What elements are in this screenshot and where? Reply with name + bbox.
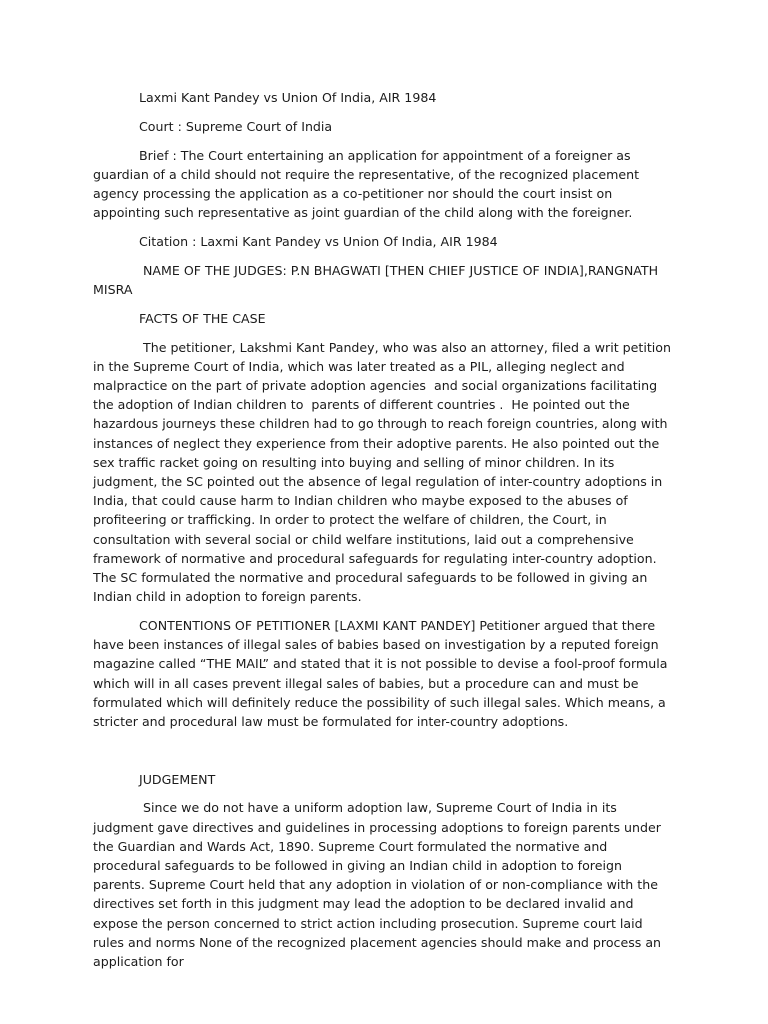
facts-paragraph: The petitioner, Lakshmi Kant Pandey, who was also an attorney, filed a writ petition in the Supreme Court of India, which was later treated as a PIL, alleging neglect and malpractice on the part of private adoption agencies and social organizations facilitating the adoption of Indian children to parents of different countries . He pointed out the hazardous journeys these children had to go through to reach foreign countries, along with instances of neglect they experience from their adoptive parents. He also pointed out the sex traffic racket going on resulting into buying and selling of minor children. In its judgment, the SC pointed out the absence of legal regulation of inter-country adoptions in India, that could cause harm to Indian children who maybe exposed to the abuses of profiteering or trafficking. In order to protect the welfare of children, the Court, in consultation with several social or child welfare institutions, laid out a comprehensive framework of normative and procedural safeguards for regulating inter-country adoption. The SC formulated the normative and procedural safeguards to be followed in giving an Indian child in adoption to foreign parents.	[93, 339, 675, 605]
facts-heading: FACTS OF THE CASE	[139, 310, 266, 326]
document-body	[93, 88, 677, 981]
judges-line: NAME OF THE JUDGES: P.N BHAGWATI [THEN CHIEF JUSTICE OF INDIA],RANGNATH MISRA	[93, 262, 663, 297]
contentions-paragraph: CONTENTIONS OF PETITIONER [LAXMI KANT PANDEY] Petitioner argued that there have been instances of illegal sales of babies based on investigation by a reputed foreign magazine called “THE MAIL” and stated that it is not possible to devise a fool-proof formula which will in all cases prevent illegal sales of babies, but a procedure can and must be formulated which will definitely reduce the possibility of such illegal sales. Which means, a stricter and procedural law must be formulated for inter-country adoptions.	[93, 618, 672, 730]
blank-line	[93, 741, 677, 770]
case-title: Laxmi Kant Pandey vs Union Of India, AIR 1984	[139, 90, 437, 105]
court-line: Court : Supreme Court of India	[139, 118, 333, 134]
brief-paragraph: Brief : The Court entertaining an application for appointment of a foreigner as guardian of a child should not require the representative, of the recognized placement agency processing the application as a co-petitioner nor should the court insist on appointing such representative as joint guardian of the child along with the foreigner.	[93, 147, 644, 221]
citation-line: Citation : Laxmi Kant Pandey vs Union Of India, AIR 1984	[139, 234, 498, 249]
judgement-paragraph: Since we do not have a uniform adoption law, Supreme Court of India in its judgment gave directives and guidelines in processing adoptions to foreign parents under the Guardian and Wards Act, 1890. Supreme Court formulated the normative and procedural safeguards to be followed in giving an Indian child in adoption to foreign parents. Supreme Court held that any adoption in violation of or non-compliance with the directives set forth in this judgment may lead the adoption to be declared invalid and expose the person concerned to strict action including prosecution. Supreme court laid rules and norms None of the recognized placement agencies should make and process an application for	[93, 800, 666, 970]
judgement-heading: JUDGEMENT	[139, 771, 216, 787]
